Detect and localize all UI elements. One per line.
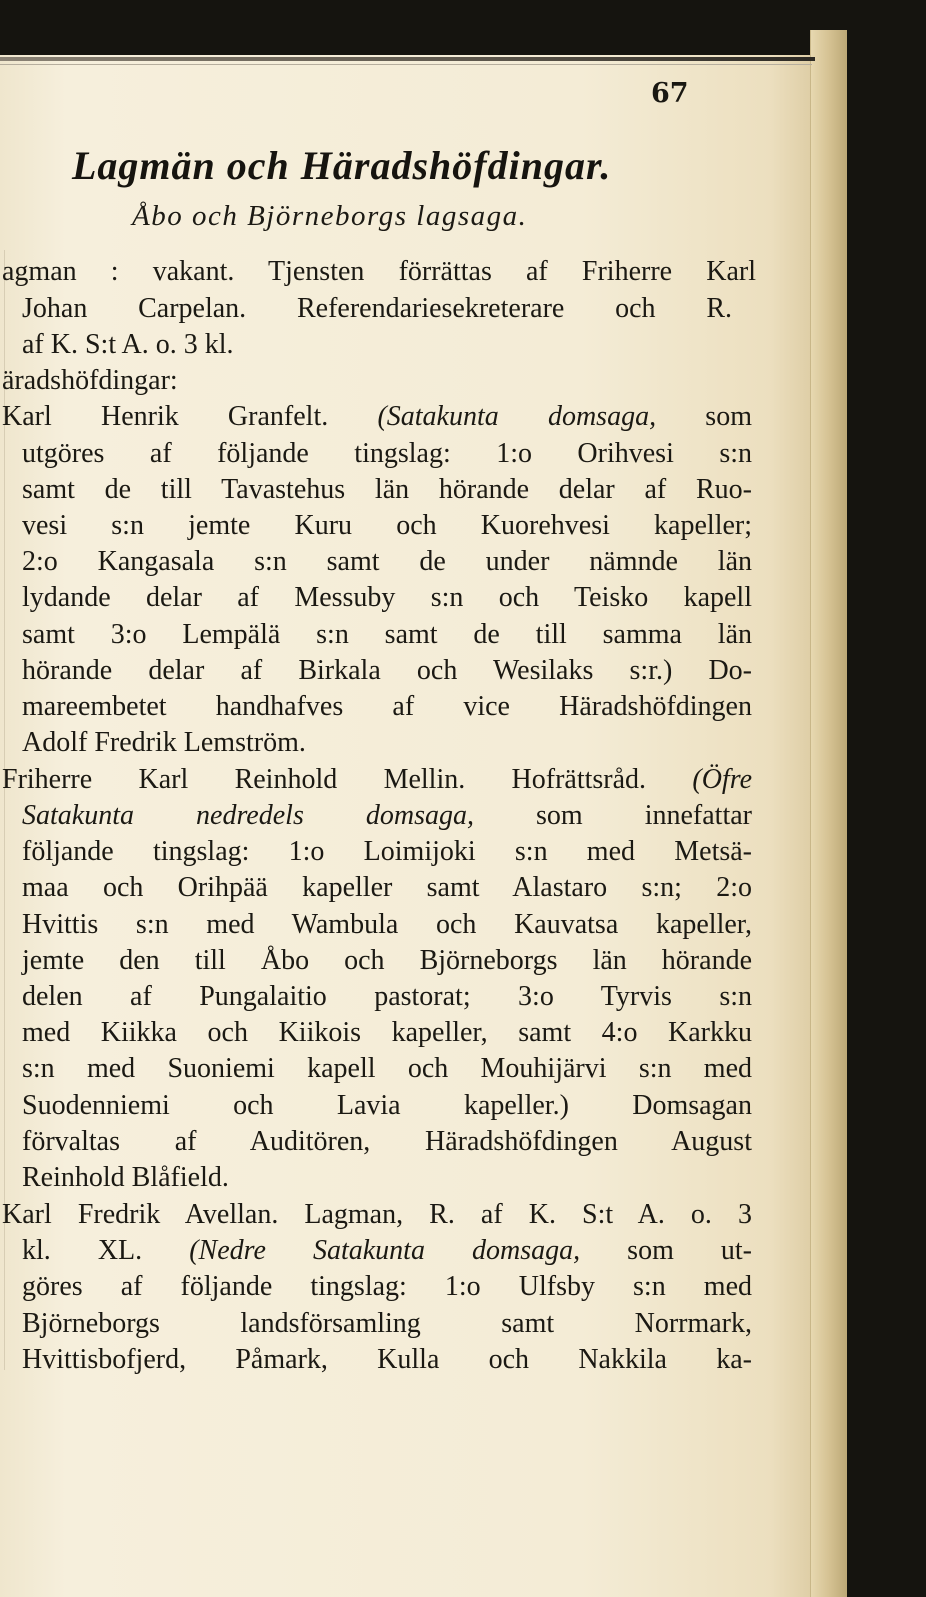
- text-segment: som innefattar: [473, 800, 752, 831]
- text-segment: vesi s:n jemte Kuru och Kuorehvesi kapeller;: [22, 510, 752, 541]
- text-line: [22, 653, 752, 689]
- text-line: [22, 508, 752, 544]
- text-line: [22, 798, 752, 834]
- text-segment: agman : vakant. Tjensten förrättas af Friherre Karl: [2, 256, 756, 287]
- text-line: [22, 689, 752, 725]
- text-line: [22, 327, 234, 363]
- text-segment: kl. XL.: [22, 1235, 190, 1266]
- text-segment: Johan Carpelan. Referendariesekreterare och R.: [22, 293, 732, 324]
- header-rule-thin: [0, 64, 812, 65]
- text-segment: delen af Pungalaitio pastorat; 3:o Tyrvis s:n: [22, 981, 752, 1012]
- italic-segment: (Nedre Satakunta domsaga,: [189, 1235, 581, 1266]
- page-subtitle: Åbo och Björneborgs lagsaga.: [132, 200, 528, 232]
- text-segment: s:n med Suoniemi kapell och Mouhijärvi s:n med: [22, 1053, 752, 1084]
- text-segment: samt de till Tavastehus län hörande delar af Ruo-: [22, 474, 752, 505]
- text-line: [22, 1015, 752, 1051]
- text-line: [22, 1269, 752, 1305]
- text-segment: följande tingslag: 1:o Loimijoki s:n med Metsä-: [22, 836, 752, 867]
- italic-segment: (Öfre: [692, 764, 752, 795]
- text-line: [22, 1051, 752, 1087]
- text-segment: Suodenniemi och Lavia kapeller.) Domsagan: [22, 1090, 752, 1121]
- text-line: [22, 1342, 752, 1378]
- text-line: [2, 254, 756, 290]
- text-segment: Adolf Fredrik Lemström.: [22, 727, 306, 758]
- text-segment: maa och Orihpää kapeller samt Alastaro s:n; 2:o: [22, 872, 752, 903]
- text-line: [2, 762, 752, 798]
- text-line: [22, 617, 752, 653]
- italic-segment: Satakunta nedredels domsaga,: [22, 800, 474, 831]
- text-line: [22, 436, 752, 472]
- text-segment: som ut-: [580, 1235, 752, 1266]
- text-segment: Reinhold Blåfield.: [22, 1162, 229, 1193]
- text-segment: Friherre Karl Reinhold Mellin. Hofrättsråd.: [2, 764, 693, 795]
- text-line: [22, 1088, 752, 1124]
- text-segment: Björneborgs landsförsamling samt Norrmark,: [22, 1308, 752, 1339]
- text-line: [22, 544, 752, 580]
- text-segment: som: [656, 401, 752, 432]
- text-line: [2, 1197, 752, 1233]
- text-segment: hörande delar af Birkala och Wesilaks s:r.) Do-: [22, 655, 752, 686]
- page-number: 67: [651, 78, 689, 109]
- text-segment: samt 3:o Lempälä s:n samt de till samma län: [22, 619, 752, 650]
- text-segment: Karl Henrik Granfelt.: [2, 401, 378, 432]
- text-line: [22, 1160, 229, 1196]
- page-edge: [810, 30, 847, 1597]
- text-line: [22, 979, 752, 1015]
- text-line: [22, 472, 752, 508]
- text-segment: mareembetet handhafves af vice Häradshöfdingen: [22, 691, 752, 722]
- text-line: [22, 834, 752, 870]
- text-segment: Karl Fredrik Avellan. Lagman, R. af K. S:t A. o. 3: [2, 1199, 752, 1230]
- text-segment: Hvittisbofjerd, Påmark, Kulla och Nakkila ka-: [22, 1344, 752, 1375]
- text-segment: 2:o Kangasala s:n samt de under nämnde län: [22, 546, 752, 577]
- text-line: [22, 291, 732, 327]
- text-segment: med Kiikka och Kiikois kapeller, samt 4:o Karkku: [22, 1017, 752, 1048]
- text-line: [22, 1306, 752, 1342]
- text-segment: äradshöfdingar:: [2, 365, 178, 396]
- text-line: [22, 870, 752, 906]
- text-segment: göres af följande tingslag: 1:o Ulfsby s:n med: [22, 1271, 752, 1302]
- text-segment: förvaltas af Auditören, Häradshöfdingen August: [22, 1126, 752, 1157]
- text-segment: jemte den till Åbo och Björneborgs län hörande: [22, 945, 752, 976]
- text-line: [22, 907, 752, 943]
- text-segment: utgöres af följande tingslag: 1:o Orihvesi s:n: [22, 438, 752, 469]
- text-segment: Hvittis s:n med Wambula och Kauvatsa kapeller,: [22, 909, 752, 940]
- header-rule: [0, 57, 815, 61]
- text-segment: lydande delar af Messuby s:n och Teisko kapell: [22, 582, 752, 613]
- text-line: [22, 580, 752, 616]
- italic-segment: (Satakunta domsaga,: [377, 401, 657, 432]
- page-title: Lagmän och Häradshöfdingar.: [72, 143, 612, 188]
- text-line: [2, 399, 752, 435]
- text-line: [2, 363, 178, 399]
- text-line: [22, 725, 306, 761]
- text-line: [22, 1124, 752, 1160]
- text-segment: af K. S:t A. o. 3 kl.: [22, 329, 234, 360]
- text-line: [22, 943, 752, 979]
- text-line: [22, 1233, 752, 1269]
